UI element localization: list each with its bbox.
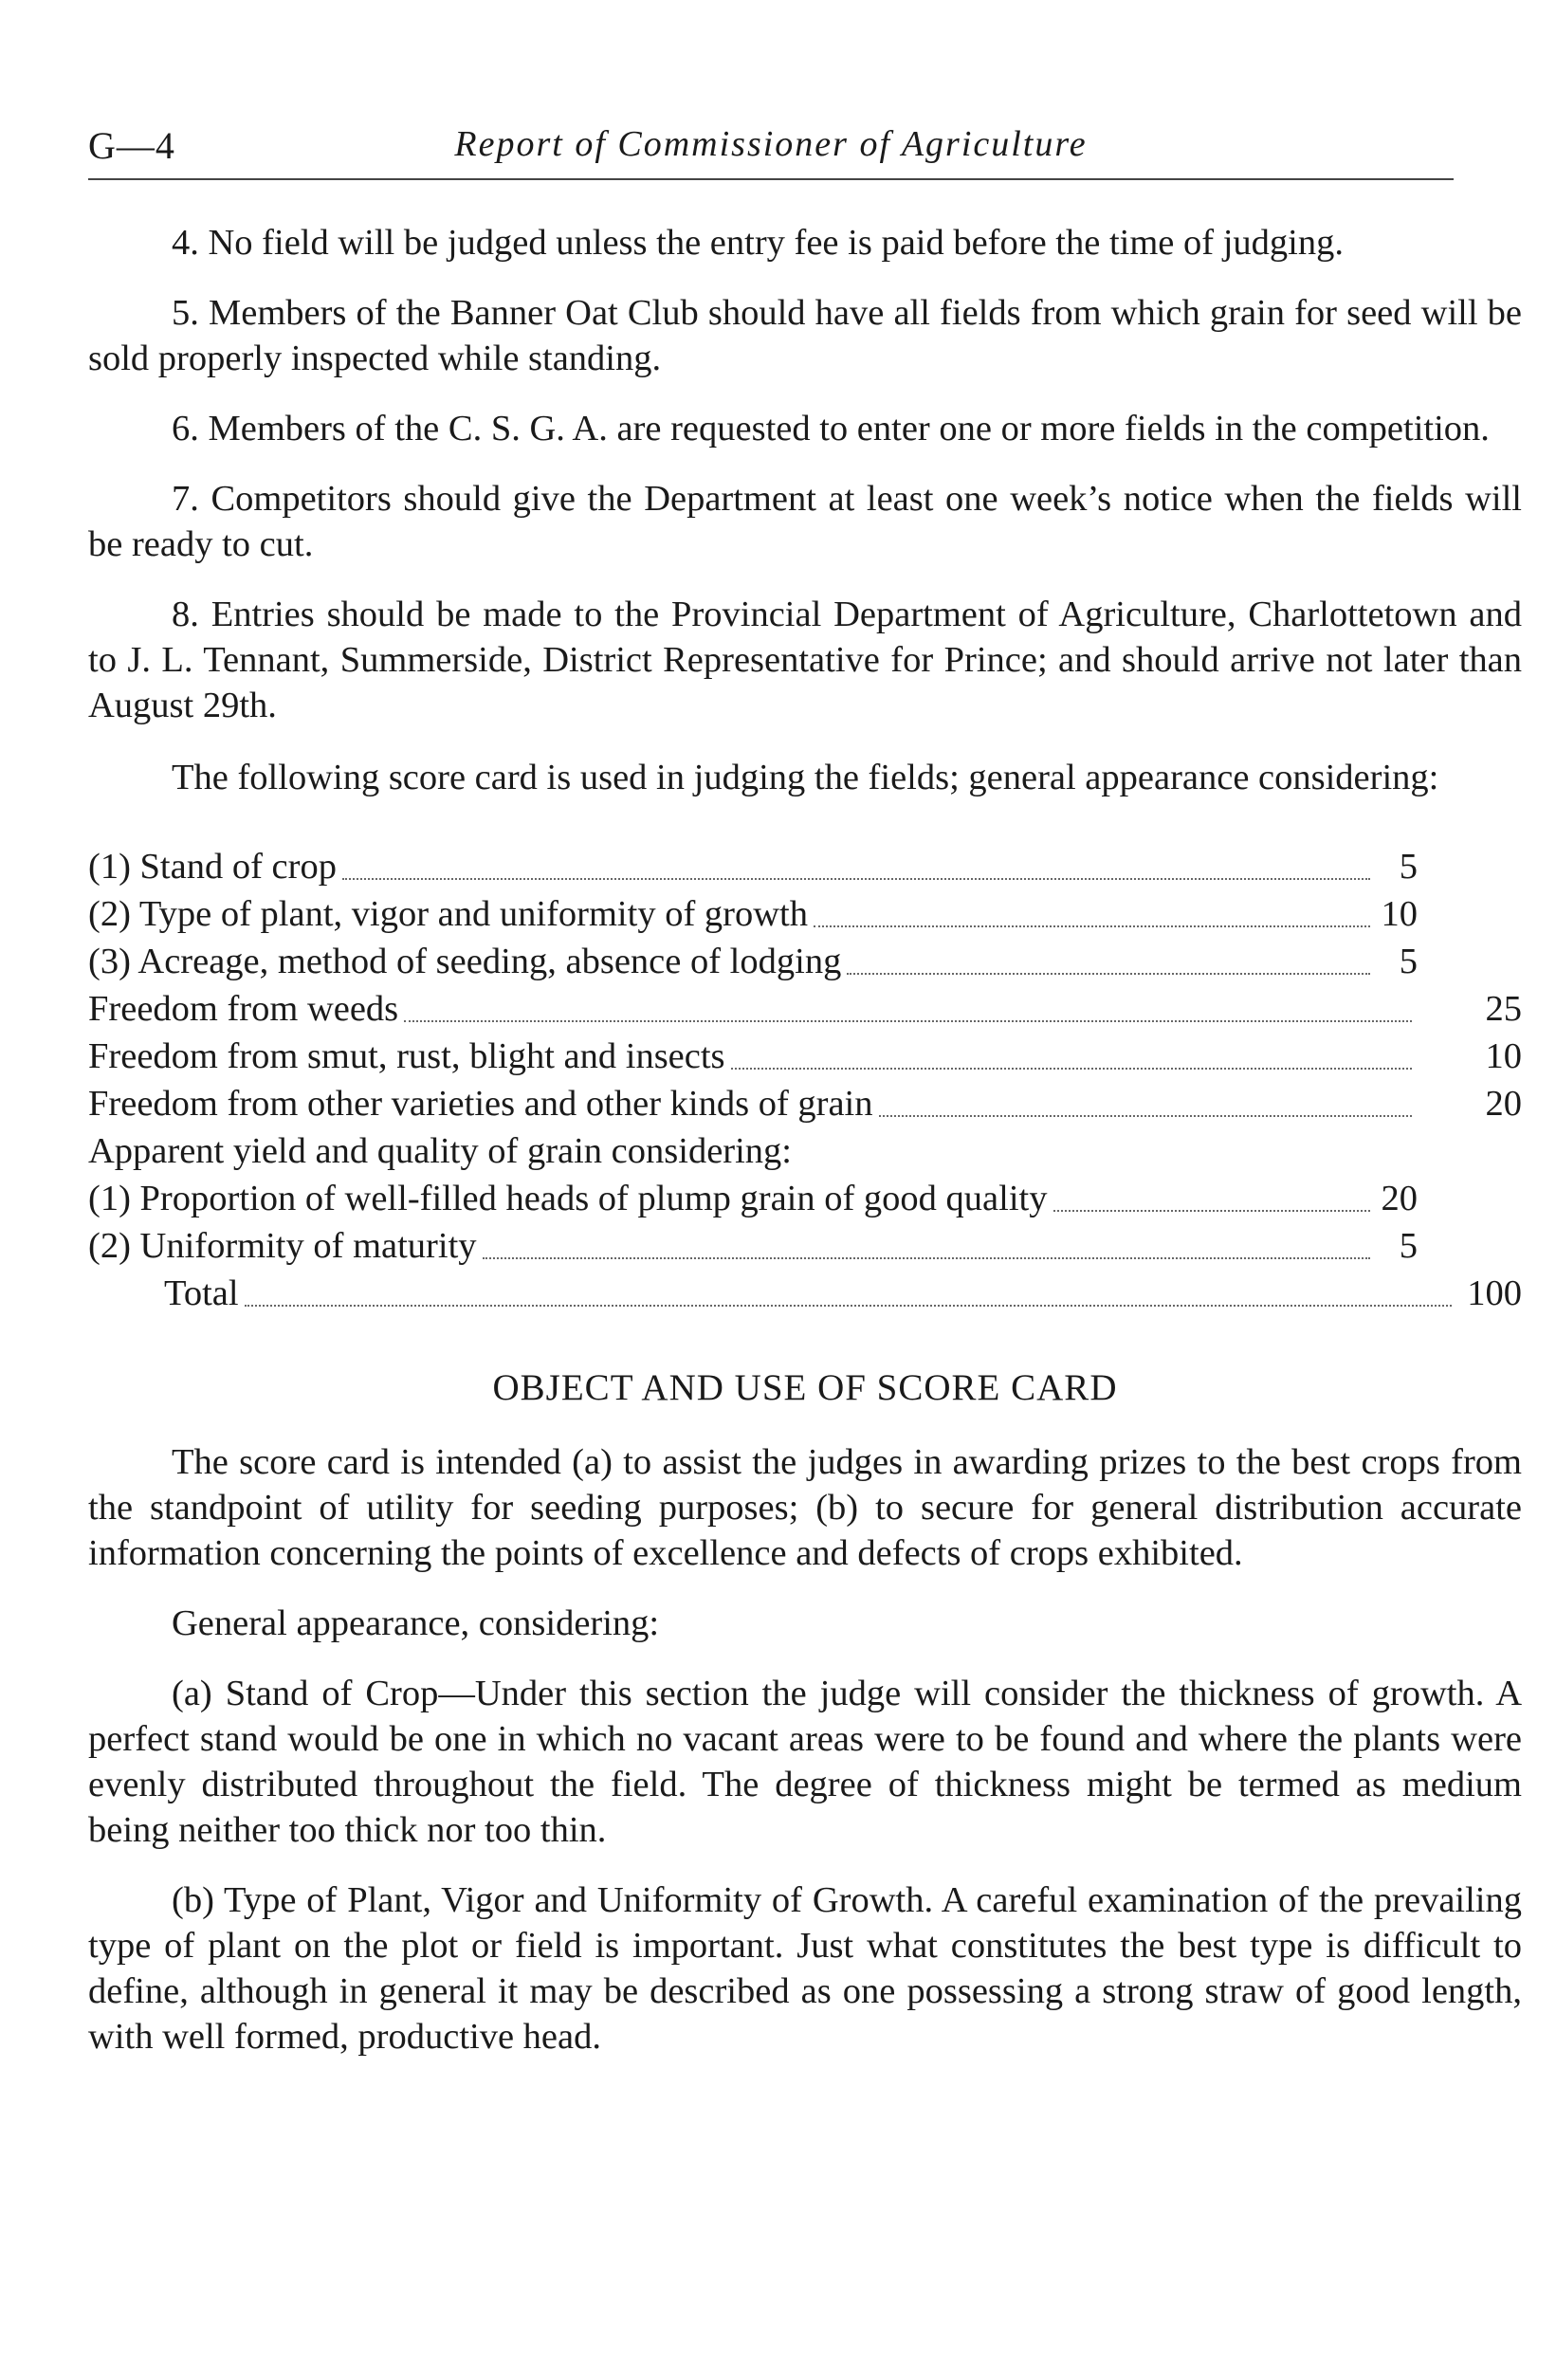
score-row-label: Freedom from smut, rust, blight and insects bbox=[88, 1036, 725, 1076]
paragraph-a: (a) Stand of Crop—Under this section the judge will consider the thickness of growth. A perfect stand would be one in which no vacant areas were to be found and where the plants were evenly distributed throughout the field. The degree of thickness might be termed as medium being neither too thick nor too thin. bbox=[88, 1674, 1522, 1850]
score-row-label: Freedom from weeds bbox=[88, 989, 399, 1029]
object-paragraph: The score card is intended (a) to assist the judges in awarding prizes to the best crops from the standpoint of utility for seeding purposes; (b) to secure for general distribution accurate information concerning the points of excellence and defects of crops exhibited. bbox=[88, 1442, 1522, 1573]
score-total-row bbox=[88, 1269, 1522, 1316]
score-total-value: 100 bbox=[1467, 1273, 1522, 1313]
running-title: Report of Commissioner of Agriculture bbox=[454, 124, 1088, 164]
leader-dots bbox=[1053, 1210, 1371, 1212]
leader-dots bbox=[342, 878, 1370, 880]
score-row bbox=[88, 1126, 1522, 1174]
page-number: G—4 bbox=[88, 124, 175, 167]
section-heading: OBJECT AND USE OF SCORE CARD bbox=[492, 1367, 1118, 1408]
rule-7: 7. Competitors should give the Department at least one week’s notice when the fields will be ready to cut. bbox=[88, 479, 1522, 564]
score-row bbox=[88, 1174, 1522, 1221]
rule-8: 8. Entries should be made to the Provincial Department of Agriculture, Charlottetown and to J. L. Tennant, Summerside, District Representative for Prince; and should arrive not later than August 29th. bbox=[88, 595, 1522, 725]
score-row-label: Freedom from other varieties and other kinds of grain bbox=[88, 1084, 873, 1124]
leader-dots bbox=[483, 1257, 1370, 1259]
score-row bbox=[88, 1221, 1522, 1269]
score-row-label: (1) Proportion of well-filled heads of plump grain of good quality bbox=[88, 1179, 1048, 1218]
score-row-label: (2) Type of plant, vigor and uniformity of growth bbox=[88, 894, 808, 934]
page-body bbox=[88, 220, 1522, 2084]
score-row-points: 20 bbox=[1485, 1084, 1522, 1124]
score-row-subpoints: 20 bbox=[1381, 1179, 1418, 1218]
leader-dots bbox=[879, 1115, 1412, 1117]
score-card-intro: The following score card is used in judging the fields; general appearance considering: bbox=[172, 758, 1439, 797]
score-row-points: 25 bbox=[1485, 989, 1522, 1029]
score-row-points: 10 bbox=[1485, 1036, 1522, 1076]
score-row-subpoints: 5 bbox=[1399, 1226, 1418, 1266]
score-row-label: Apparent yield and quality of grain considering: bbox=[88, 1131, 792, 1171]
running-header bbox=[88, 121, 1454, 180]
score-row bbox=[88, 937, 1522, 984]
score-row-subpoints: 5 bbox=[1399, 847, 1418, 887]
score-row bbox=[88, 984, 1522, 1032]
score-row-subpoints: 10 bbox=[1381, 894, 1418, 934]
leader-dots bbox=[731, 1068, 1412, 1070]
leader-dots bbox=[847, 973, 1370, 975]
general-appearance-line: General appearance, considering: bbox=[172, 1603, 660, 1643]
rule-5: 5. Members of the Banner Oat Club should have all fields from which grain for seed will be sold properly inspected while standing. bbox=[88, 293, 1522, 378]
rule-4: 4. No field will be judged unless the entry fee is paid before the time of judging. bbox=[172, 223, 1344, 263]
score-row bbox=[88, 842, 1522, 889]
paragraph-b: (b) Type of Plant, Vigor and Uniformity of Growth. A careful examination of the prevailing type of plant on the plot or field is important. Just what constitutes the best type is difficult to define, although in general it may be described as one possessing a strong straw of good length, with well formed, productive head. bbox=[88, 1880, 1522, 2057]
rule-6: 6. Members of the C. S. G. A. are requested to enter one or more fields in the competition. bbox=[172, 409, 1490, 449]
score-row-label: (2) Uniformity of maturity bbox=[88, 1226, 477, 1266]
score-card-table bbox=[88, 842, 1522, 1316]
score-row-label: (1) Stand of crop bbox=[88, 847, 337, 887]
leader-dots bbox=[404, 1020, 1412, 1022]
score-row bbox=[88, 1079, 1522, 1126]
score-row bbox=[88, 1032, 1522, 1079]
leader-dots bbox=[814, 925, 1370, 927]
score-row-subpoints: 5 bbox=[1399, 942, 1418, 981]
score-row bbox=[88, 889, 1522, 937]
score-row-label: (3) Acreage, method of seeding, absence of lodging bbox=[88, 942, 842, 981]
leader-dots bbox=[245, 1305, 1452, 1307]
score-total-label: Total bbox=[164, 1273, 239, 1313]
